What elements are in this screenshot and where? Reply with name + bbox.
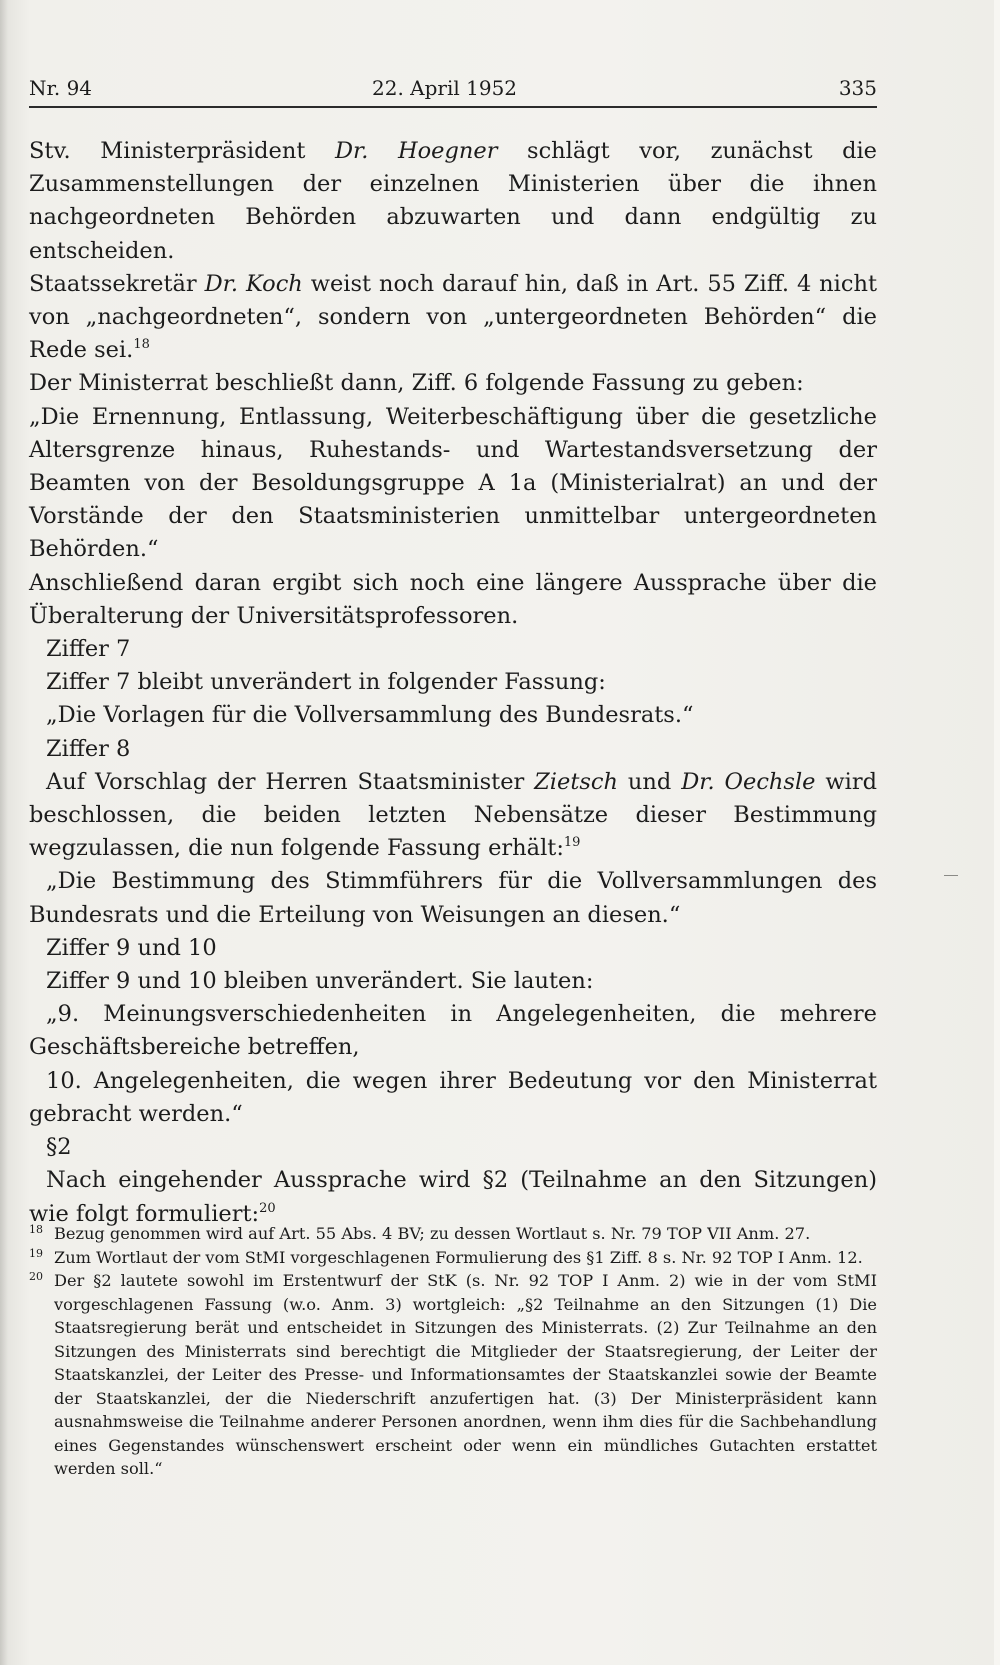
quotation: „Die Vorlagen für die Vollversammlung des Bundesrats.“ — [46, 702, 694, 729]
footnote-mark: 19 — [29, 1246, 43, 1260]
quotation: 10. Angelegenheiten, die wegen ihrer Bedeutung vor den Ministerrat gebracht werden.“ — [29, 1067, 877, 1127]
document-number: Nr. 94 — [29, 76, 93, 100]
paragraph: Der Ministerrat beschließt dann, Ziff. 6 folgende Fassung zu geben: — [29, 370, 804, 397]
paragraph: Staatssekretär Dr. Koch weist noch darauf hin, daß in Art. 55 Ziff. 4 nicht von „nachgeordneten“, sondern von „untergeordneten Behörden“ die Rede sei.$^{18}$ — [29, 270, 877, 364]
footnote: 18 Bezug genommen wird auf Art. 55 Abs. 4 BV; zu dessen Wortlaut s. Nr. 79 TOP VII Anm. 27. — [29, 1223, 811, 1243]
page-number: 335 — [838, 76, 877, 100]
section-label: Ziffer 9 und 10 — [46, 934, 217, 961]
footnote-ref[interactable]: 19 — [563, 835, 581, 851]
footnotes — [29, 1222, 877, 1481]
main-text — [29, 135, 877, 1231]
document-date: 22. April 1952 — [372, 76, 518, 100]
footnote-ref[interactable]: 20 — [259, 1200, 276, 1216]
footnote: 20 Der §2 lautete sowohl im Erstentwurf der StK (s. Nr. 92 TOP I Anm. 2) wie in der vom StMI vorgeschlagenen Fassung (w.o. Anm. 3) wortgleich: „§2 Teilnahme an den Sitzungen (1) Die Staatsregierung berät und entscheidet in Sitzungen des Ministerrats. (2) Zur Teilnahme an den Sitzungen des Ministerrats sind berechtigt die Mitglieder der Staatsregierung, der Leiter der Staatskanzlei, der Leiter des Presse- und Informationsamtes der Staatskanzlei sowie der Beamte der Staatskanzlei, der die Niederschrift anzufertigen hat. (3) Der Ministerpräsident kann ausnahmsweise die Teilnahme anderer Personen anordnen, wenn ihm dies für die Sachbehandlung eines Gegenstandes wünschenswert erscheint oder wenn ein mündliches Gutachten erstattet werden soll.“ — [29, 1270, 877, 1478]
person-name: Zietsch — [534, 768, 618, 795]
quotation: „9. Meinungsverschiedenheiten in Angelegenheiten, die mehrere Geschäftsbereiche betreffen, — [29, 1001, 877, 1061]
paragraph: Ziffer 9 und 10 bleiben unverändert. Sie lauten: — [46, 968, 594, 995]
quotation: „Die Ernennung, Entlassung, Weiterbeschäftigung über die gesetzliche Altersgrenze hinaus, Ruhestands- und Wartestandsversetzung der Beamten von der Besoldungsgruppe A 1a (Ministerialrat) an und der Vorstände der den Staatsministerien unmittelbar untergeordneten Behörden.“ — [29, 403, 877, 563]
paragraph: Auf Vorschlag der Herren Staatsminister Zietsch und Dr. Oechsle wird beschlossen, die beiden letzten Nebensätze dieser Bestimmung wegzulassen, die nun folgende Fassung erhält:$^{19}$ — [29, 768, 877, 862]
person-name: Dr. Oechsle — [681, 768, 816, 795]
section-label: Ziffer 7 — [46, 636, 131, 663]
page-header — [29, 76, 877, 106]
paragraph: Ziffer 7 bleibt unverändert in folgender Fassung: — [46, 669, 606, 696]
margin-mark — [944, 875, 958, 876]
section-label: Ziffer 8 — [46, 735, 131, 762]
paragraph: Nach eingehender Aussprache wird §2 (Teilnahme an den Sitzungen) wie folgt formuliert:$^{20}$ — [29, 1167, 877, 1227]
quotation: „Die Bestimmung des Stimmführers für die Vollversammlungen des Bundesrats und die Erteilung von Weisungen an diesen.“ — [29, 868, 877, 928]
footnote-mark: 18 — [29, 1223, 43, 1236]
footnote-ref[interactable]: 18 — [133, 337, 150, 353]
header-rule — [29, 106, 877, 108]
section-label: §2 — [46, 1134, 72, 1161]
person-name: Dr. Koch — [204, 270, 303, 297]
paragraph: Stv. Ministerpräsident Dr. Hoegner schlägt vor, zunächst die Zusammenstellungen der einzelnen Ministerien über die ihnen nachgeordneten Behörden abzuwarten und dann endgültig zu entscheiden. — [29, 138, 877, 264]
footnote: 19 Zum Wortlaut der vom StMI vorgeschlagenen Formulierung des §1 Ziff. 8 s. Nr. 92 TOP I Anm. 12. — [29, 1246, 863, 1267]
person-name: Dr. Hoegner — [334, 138, 498, 164]
page-edge — [994, 0, 1000, 1665]
paragraph: Anschließend daran ergibt sich noch eine längere Aussprache über die Überalterung der Universitätsprofessoren. — [29, 569, 877, 629]
footnote-mark: 20 — [29, 1270, 43, 1283]
